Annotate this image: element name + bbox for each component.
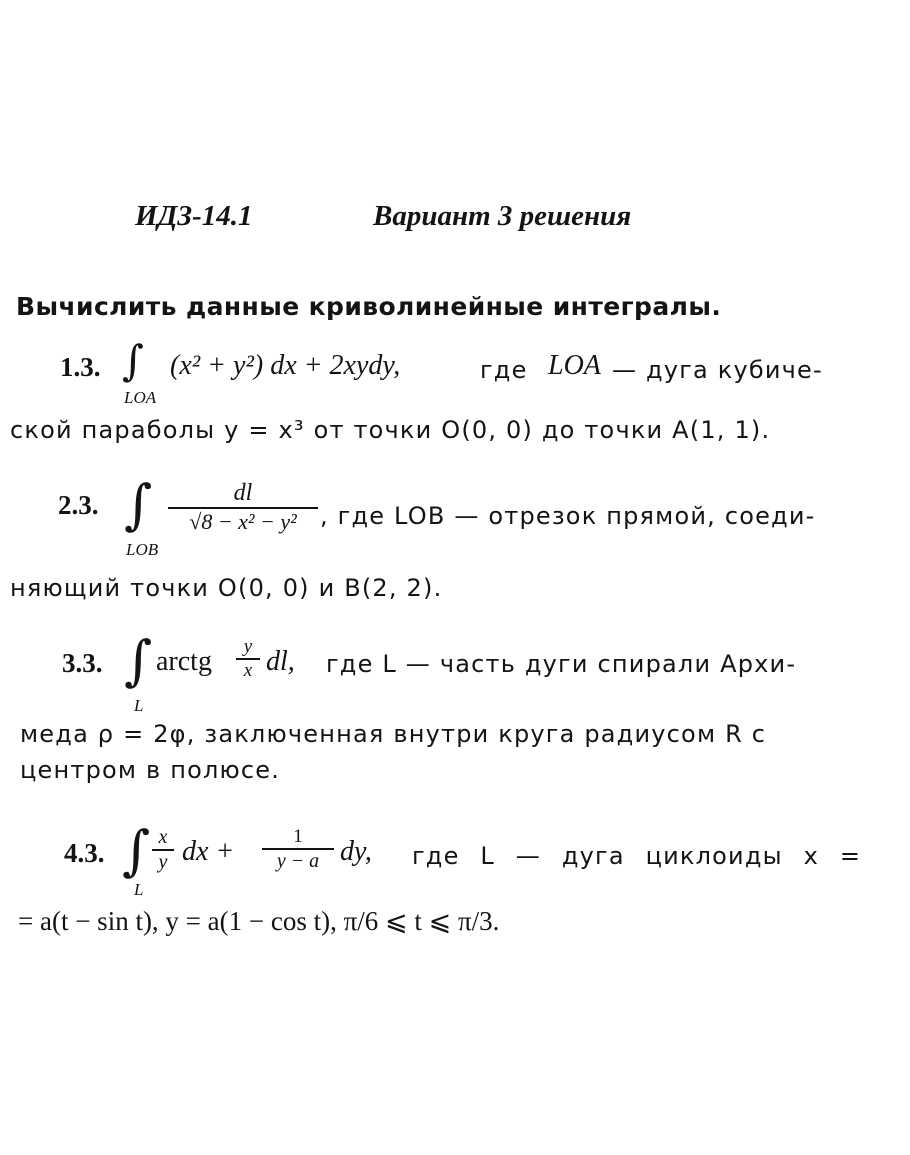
- problem-3-frac-numerator: y: [243, 636, 253, 657]
- problem-2-line-2: няющий точки O(0, 0) и B(2, 2).: [10, 574, 443, 602]
- problem-2-fraction: [168, 480, 318, 535]
- problem-4-fraction-2: [262, 826, 334, 873]
- problem-2-numerator: dl: [233, 480, 253, 506]
- problem-1-integral-sign: ∫: [122, 336, 144, 385]
- task-instruction: Вычислить данные криволинейные интегралы.: [16, 292, 722, 321]
- problem-4-integral-sign: ∫: [122, 819, 151, 882]
- problem-1-description: — дуга кубиче-: [612, 356, 823, 384]
- problem-3-function: arctg: [156, 646, 212, 677]
- problem-4-f2-denominator: y − a: [276, 849, 320, 872]
- problem-4-middle: dx +: [182, 836, 235, 867]
- problem-1-number: 1.3.: [60, 352, 101, 382]
- problem-1-where: где: [480, 356, 528, 384]
- doc-code: ИДЗ-14.1: [135, 200, 253, 232]
- problem-3-after: dl,: [266, 646, 295, 677]
- problem-4-f1-numerator: x: [158, 826, 168, 848]
- problem-2-integral-sign: ∫: [124, 473, 153, 536]
- problem-4-f1-denominator: y: [158, 850, 168, 873]
- problem-2-denominator: √8 − x² − y²: [189, 509, 297, 534]
- problem-3-line-2: меда ρ = 2φ, заключенная внутри круга радиусом R с: [20, 720, 767, 748]
- problem-4-integral-subscript: L: [134, 880, 144, 899]
- problem-3-integral-sign: ∫: [124, 629, 153, 692]
- problem-4-number: 4.3.: [64, 838, 105, 868]
- problem-2-integral-subscript: LOB: [126, 540, 159, 559]
- problem-2-description: , где LOB — отрезок прямой, соеди-: [320, 502, 816, 530]
- problem-4-after: dy,: [340, 836, 372, 867]
- problem-2-number: 2.3.: [58, 490, 99, 520]
- problem-1-curve: LOA: [548, 350, 601, 381]
- problem-1-integrand: (x² + y²) dx + 2xydy,: [170, 350, 401, 381]
- problem-4-fraction-1: [152, 826, 174, 874]
- problem-4-line-2: = a(t − sin t), y = a(1 − cos t), π/6 ⩽ t ⩽ π/3.: [18, 906, 500, 936]
- problem-4-f2-numerator: 1: [293, 826, 303, 847]
- problem-3-integral-subscript: L: [134, 696, 144, 715]
- problem-3-frac-denominator: x: [243, 659, 253, 681]
- problem-1-integral-subscript: LOA: [124, 388, 157, 407]
- problem-3-number: 3.3.: [62, 648, 103, 678]
- doc-variant-title: Вариант 3 решения: [373, 200, 632, 232]
- problem-1-line-2: ской параболы y = x³ от точки O(0, 0) до точки A(1, 1).: [10, 416, 771, 444]
- problem-3-fraction: [236, 636, 260, 682]
- problem-3-line-3: центром в полюсе.: [20, 756, 281, 784]
- problem-3-description: где L — часть дуги спирали Архи-: [326, 650, 797, 678]
- problem-4-description: где L — дуга циклоиды x =: [412, 842, 862, 870]
